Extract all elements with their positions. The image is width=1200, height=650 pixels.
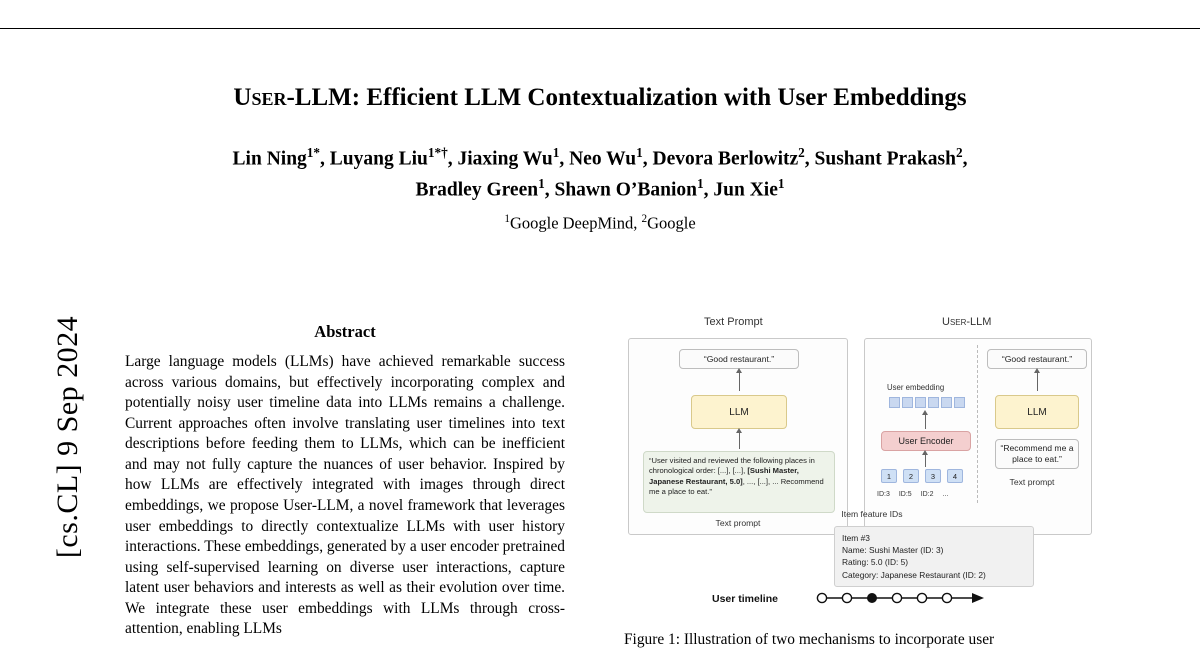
embedding-cell bbox=[941, 397, 952, 408]
abstract-heading: Abstract bbox=[314, 322, 376, 341]
author-list bbox=[120, 143, 1080, 205]
item-token: 2 bbox=[903, 469, 919, 483]
left-prompt-line-3: Recommend me a place to eat.” bbox=[649, 476, 824, 496]
figure-panels bbox=[624, 338, 1094, 538]
left-prompt-line-2: , ..., [...], ... bbox=[742, 476, 779, 486]
right-arrow-up-1 bbox=[1037, 373, 1038, 391]
right-arrow-up-embed bbox=[925, 415, 926, 429]
info-card-line-4: Category: Japanese Restaurant (ID: 2) bbox=[842, 569, 986, 580]
page-title bbox=[120, 82, 1080, 113]
left-prompt-line-1: “User visited and reviewed the following places in chronological order: [...], [...], bbox=[649, 456, 815, 476]
author-line-1: Lin Ning$^{1*}$, Luyang Liu$^{1*\dagger}$, Jiaxing Wu$^1$, Neo Wu$^1$, Devora Berlowitz$^2$, Sushant Prakash$^2$, bbox=[232, 145, 968, 170]
item-info-card bbox=[834, 526, 1034, 587]
info-card-line-3: Rating: 5.0 (ID: 5) bbox=[842, 557, 909, 568]
info-card-line-2: Name: Sushi Master (ID: 3) bbox=[842, 545, 944, 556]
user-embedding-cells bbox=[889, 397, 965, 408]
page-title-smallcaps: User bbox=[233, 84, 287, 111]
right-llm-box: LLM bbox=[995, 395, 1079, 429]
figure-1 bbox=[624, 316, 1094, 605]
right-text-prompt-caption: Text prompt bbox=[1009, 477, 1055, 487]
arxiv-stamp: [cs.CL] 9 Sep 2024 bbox=[51, 315, 84, 559]
item-feature-id: ID:3 bbox=[877, 491, 890, 498]
item-token: 4 bbox=[947, 469, 963, 483]
panel-text-prompt bbox=[628, 338, 848, 535]
page-title-rest: -LLM: Efficient LLM Contextualization with User Embeddings bbox=[286, 84, 967, 111]
panel-user-llm bbox=[841, 338, 1092, 535]
item-token-row bbox=[881, 469, 963, 483]
user-timeline-label: User timeline bbox=[712, 593, 778, 605]
figure-caption: Figure 1: Illustration of two mechanisms to incorporate user bbox=[624, 631, 995, 648]
item-feature-id: ID:5 bbox=[898, 491, 912, 498]
page-top-rule bbox=[0, 28, 1200, 29]
right-arrow-up-encoder bbox=[925, 455, 926, 467]
author-line-2: Bradley Green$^1$, Shawn O’Banion$^1$, Jun Xie$^1$ bbox=[415, 175, 785, 201]
right-text-prompt-bubble: “Recommend me a place to eat.” bbox=[995, 439, 1079, 469]
left-prompt-bold: [Sushi Master, Japanese Restaurant, 5.0] bbox=[649, 466, 799, 486]
item-feature-id: ID:2 bbox=[920, 491, 934, 498]
embedding-cell bbox=[902, 397, 913, 408]
embedding-cell bbox=[889, 397, 900, 408]
affiliations: $^1$Google DeepMind, $^2$Google bbox=[504, 213, 696, 233]
right-output-bubble: “Good restaurant.” bbox=[987, 349, 1087, 369]
item-feature-id-row bbox=[877, 491, 948, 498]
embedding-cell bbox=[915, 397, 926, 408]
left-panel-caption: Text prompt bbox=[715, 518, 761, 528]
figure-label-text-prompt: Text Prompt bbox=[704, 316, 763, 328]
abstract-text: Large language models (LLMs) have achieved remarkable success across various domains, but effectively incorporating complex and potentially noisy user timeline data into LLMs remains a challenge. Current approaches often involve translating user timelines into text descriptions before feeding them to LLMs, which can be inefficient and may not fully capture the nuances of user behavior. Inspired by how LLMs are effectively integrated with images through direct embeddings, we propose User-LLM, a novel framework that leverages user embeddings to directly contextualize LLMs with user history interactions. These embeddings, generated by a user encoder pretrained using self-supervised learning on diverse user interactions, capture latent user behaviors and interests as well as their evolution over time. We integrate these user embeddings with LLMs through cross-attention, enabling LLMs bbox=[125, 353, 565, 638]
item-feature-id: ... bbox=[942, 491, 949, 498]
left-output-bubble: “Good restaurant.” bbox=[679, 349, 799, 369]
left-arrow-up-1 bbox=[739, 373, 740, 391]
user-embedding-label: User embedding bbox=[887, 383, 945, 392]
item-token: 3 bbox=[925, 469, 941, 483]
info-card-line-1: Item #3 bbox=[842, 533, 870, 543]
embedding-cell bbox=[954, 397, 965, 408]
figure-top-labels bbox=[624, 316, 1094, 338]
left-arrow-up-2 bbox=[739, 433, 740, 449]
left-llm-box: LLM bbox=[691, 395, 787, 429]
embedding-cell bbox=[928, 397, 939, 408]
user-timeline-axis bbox=[814, 587, 984, 609]
item-feature-ids-caption: Item feature IDs bbox=[841, 509, 903, 519]
item-token: 1 bbox=[881, 469, 897, 483]
user-encoder-box: User Encoder bbox=[881, 431, 971, 451]
left-prompt-box bbox=[643, 451, 835, 513]
figure-label-user-llm: User-LLM bbox=[942, 316, 992, 328]
